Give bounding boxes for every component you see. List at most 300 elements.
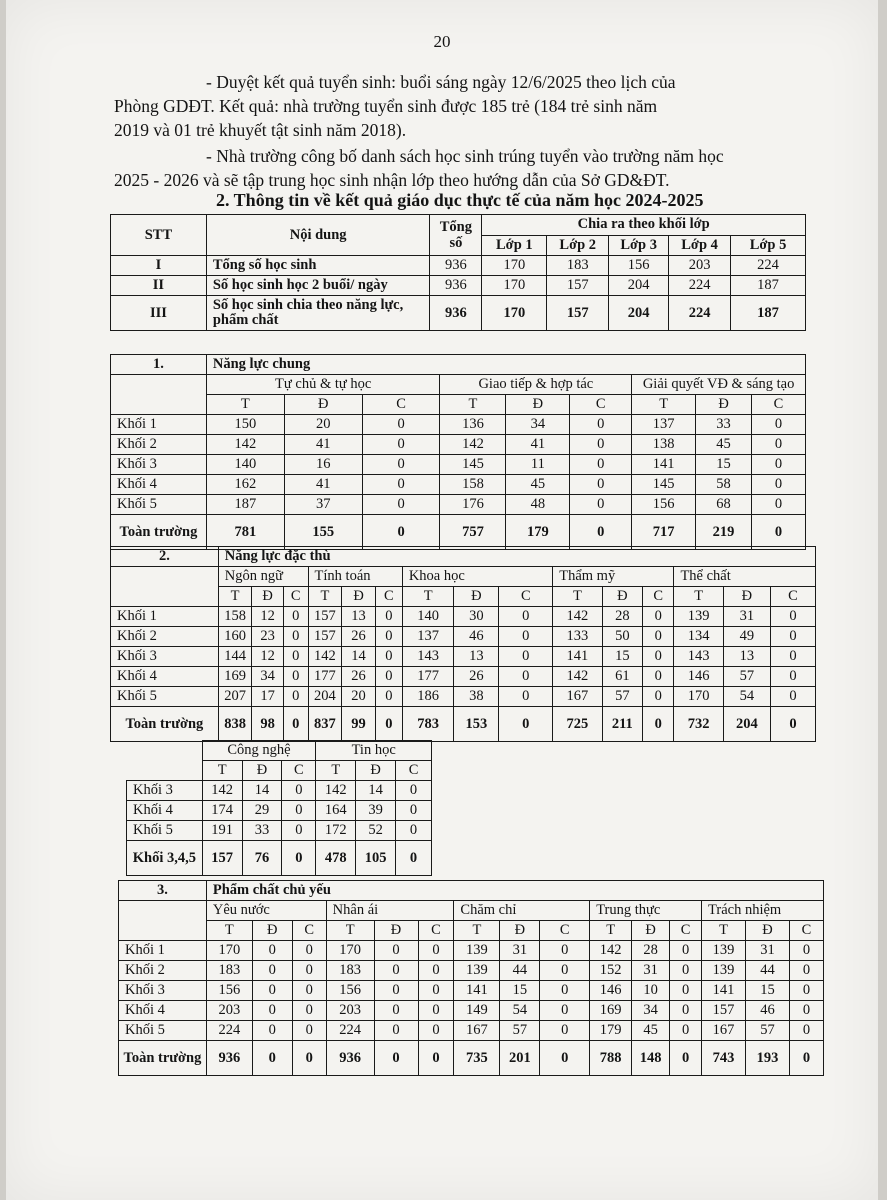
group-header: Tin học	[316, 741, 432, 761]
group-header: Công nghệ	[202, 741, 316, 761]
table-row	[111, 435, 806, 455]
header-noi-dung: Nội dung	[206, 215, 430, 256]
cell: 0	[540, 961, 590, 981]
cell: 172	[316, 821, 356, 841]
cell: 0	[283, 627, 308, 647]
cell: 30	[454, 607, 499, 627]
cell: 143	[674, 647, 723, 667]
table-row	[127, 781, 432, 801]
row-label: Khối 1	[111, 415, 207, 435]
cell: 141	[632, 455, 696, 475]
total-cell: 153	[454, 707, 499, 742]
subheader-t: T	[402, 587, 454, 607]
total-cell: 838	[218, 707, 252, 742]
total-cell: 211	[602, 707, 642, 742]
cell: 14	[342, 647, 376, 667]
row-total: 936	[430, 276, 482, 296]
cell: 170	[206, 941, 252, 961]
paragraph-line: Phòng GDĐT. Kết quả: nhà trường tuyển sinh được 185 trẻ (184 trẻ sinh năm	[114, 96, 658, 116]
cell: 186	[402, 687, 454, 707]
cell: 204	[609, 276, 669, 296]
cell: 137	[632, 415, 696, 435]
subheader-t: T	[632, 395, 696, 415]
cell: 0	[643, 667, 674, 687]
table-row	[111, 455, 806, 475]
table-row	[119, 1021, 824, 1041]
cell: 167	[454, 1021, 500, 1041]
total-cell: 179	[506, 515, 570, 550]
subheader-t: T	[206, 395, 284, 415]
cell: 0	[540, 1001, 590, 1021]
cell: 156	[609, 256, 669, 276]
cell: 0	[396, 801, 432, 821]
subheader-c: C	[540, 921, 590, 941]
total-cell: 0	[375, 707, 402, 742]
cell: 0	[283, 667, 308, 687]
cell: 57	[500, 1021, 540, 1041]
cell: 150	[206, 415, 284, 435]
cell: 12	[252, 647, 283, 667]
cell: 0	[292, 941, 326, 961]
total-cell: 193	[745, 1041, 789, 1076]
table-row	[127, 821, 432, 841]
cell: 0	[282, 801, 316, 821]
cell: 0	[570, 415, 632, 435]
table-row	[119, 941, 824, 961]
cell: 39	[356, 801, 396, 821]
cell: 0	[292, 1001, 326, 1021]
total-label: Toàn trường	[119, 1041, 207, 1076]
cell: 140	[402, 607, 454, 627]
cell: 191	[202, 821, 242, 841]
row-label: Khối 3	[111, 455, 207, 475]
cell: 34	[252, 667, 283, 687]
paragraph-admission-result	[114, 70, 782, 142]
blank-cell	[127, 741, 203, 781]
row-label: Khối 3	[111, 647, 219, 667]
total-cell: 936	[206, 1041, 252, 1076]
cell: 48	[506, 495, 570, 515]
header-stt: STT	[111, 215, 207, 256]
cell: 33	[242, 821, 282, 841]
row-label: Khối 1	[111, 607, 219, 627]
total-cell: 837	[308, 707, 342, 742]
cell: 0	[570, 495, 632, 515]
cell: 0	[643, 687, 674, 707]
cell: 0	[752, 455, 806, 475]
total-cell: 105	[356, 841, 396, 876]
table-row	[127, 801, 432, 821]
cell: 0	[770, 687, 815, 707]
total-cell: 0	[282, 841, 316, 876]
cell: 20	[284, 415, 362, 435]
core-qualities-table	[118, 880, 824, 1076]
cell: 187	[206, 495, 284, 515]
subheader-d: Đ	[242, 761, 282, 781]
cell: 0	[499, 647, 553, 667]
row-label: Khối 2	[119, 961, 207, 981]
cell: 13	[454, 647, 499, 667]
row-label: Khối 4	[111, 667, 219, 687]
cell: 152	[590, 961, 632, 981]
cell: 224	[326, 1021, 374, 1041]
cell: 15	[500, 981, 540, 1001]
row-label: Khối 2	[111, 435, 207, 455]
subheader-d: Đ	[284, 395, 362, 415]
row-total: 936	[430, 296, 482, 331]
total-row	[111, 515, 806, 550]
subheader-t: T	[590, 921, 632, 941]
cell: 156	[206, 981, 252, 1001]
total-cell: 0	[789, 1041, 823, 1076]
cell: 142	[440, 435, 506, 455]
total-label: Khối 3,4,5	[127, 841, 203, 876]
total-row	[111, 707, 816, 742]
total-cell: 0	[374, 1041, 418, 1076]
group-header: Ngôn ngữ	[218, 567, 308, 587]
table-row	[111, 415, 806, 435]
cell: 0	[252, 1001, 292, 1021]
cell: 0	[540, 1021, 590, 1041]
subheader-d: Đ	[454, 587, 499, 607]
subheader-c: C	[292, 921, 326, 941]
subheader-c: C	[375, 587, 402, 607]
cell: 142	[553, 667, 602, 687]
cell: 41	[506, 435, 570, 455]
section-title: Năng lực đặc thù	[218, 547, 815, 567]
cell: 0	[789, 1001, 823, 1021]
header-lop-2: Lớp 2	[547, 235, 609, 256]
total-cell: 0	[752, 515, 806, 550]
cell: 45	[632, 1021, 670, 1041]
cell: 0	[570, 455, 632, 475]
row-label: Khối 5	[111, 495, 207, 515]
cell: 149	[454, 1001, 500, 1021]
subheader-c: C	[499, 587, 553, 607]
cell: 0	[252, 1021, 292, 1041]
cell: 177	[308, 667, 342, 687]
subheader-c: C	[396, 761, 432, 781]
subheader-d: Đ	[252, 921, 292, 941]
cell: 203	[206, 1001, 252, 1021]
group-header: Giao tiếp & hợp tác	[440, 375, 632, 395]
cell: 224	[206, 1021, 252, 1041]
group-header: Tính toán	[308, 567, 402, 587]
header-lop-3: Lớp 3	[609, 235, 669, 256]
cell: 224	[731, 256, 806, 276]
cell: 0	[418, 1021, 454, 1041]
cell: 14	[242, 781, 282, 801]
section-number: 3.	[119, 881, 207, 901]
cell: 179	[590, 1021, 632, 1041]
cell: 23	[252, 627, 283, 647]
section-number: 1.	[111, 355, 207, 375]
table-row	[111, 647, 816, 667]
subheader-t: T	[454, 921, 500, 941]
row-label: Khối 5	[119, 1021, 207, 1041]
row-label: Khối 3	[119, 981, 207, 1001]
cell: 10	[632, 981, 670, 1001]
cell: 0	[375, 607, 402, 627]
cell: 203	[669, 256, 731, 276]
table-row	[111, 495, 806, 515]
total-cell: 98	[252, 707, 283, 742]
total-cell: 155	[284, 515, 362, 550]
cell: 37	[284, 495, 362, 515]
total-cell: 717	[632, 515, 696, 550]
row-label: Tổng số học sinh	[206, 256, 430, 276]
cell: 0	[396, 821, 432, 841]
row-label: Khối 4	[119, 1001, 207, 1021]
cell: 145	[632, 475, 696, 495]
total-cell: 204	[723, 707, 770, 742]
cell: 0	[362, 415, 440, 435]
cell: 170	[482, 256, 547, 276]
cell: 0	[670, 1021, 702, 1041]
cell: 0	[418, 981, 454, 1001]
cell: 46	[454, 627, 499, 647]
cell: 167	[553, 687, 602, 707]
total-cell: 0	[499, 707, 553, 742]
paragraph-admission-list	[114, 144, 782, 192]
cell: 0	[252, 981, 292, 1001]
cell: 38	[454, 687, 499, 707]
cell: 0	[752, 435, 806, 455]
cell: 0	[670, 961, 702, 981]
cell: 0	[418, 941, 454, 961]
cell: 0	[643, 647, 674, 667]
total-cell: 478	[316, 841, 356, 876]
cell: 204	[609, 296, 669, 331]
cell: 0	[374, 1001, 418, 1021]
subheader-t: T	[316, 761, 356, 781]
cell: 44	[745, 961, 789, 981]
row-stt: I	[111, 256, 207, 276]
group-header: Trung thực	[590, 901, 702, 921]
cell: 31	[500, 941, 540, 961]
cell: 139	[454, 961, 500, 981]
group-header: Chăm chỉ	[454, 901, 590, 921]
general-competence-table	[110, 354, 806, 550]
cell: 13	[723, 647, 770, 667]
cell: 49	[723, 627, 770, 647]
subheader-d: Đ	[500, 921, 540, 941]
cell: 26	[342, 627, 376, 647]
group-header: Nhân ái	[326, 901, 454, 921]
total-cell: 99	[342, 707, 376, 742]
cell: 28	[602, 607, 642, 627]
cell: 169	[218, 667, 252, 687]
cell: 0	[499, 667, 553, 687]
cell: 0	[374, 1021, 418, 1041]
table-row	[111, 475, 806, 495]
cell: 0	[670, 1001, 702, 1021]
cell: 0	[789, 981, 823, 1001]
row-label: Khối 4	[127, 801, 203, 821]
cell: 207	[218, 687, 252, 707]
total-row	[127, 841, 432, 876]
cell: 58	[696, 475, 752, 495]
total-cell: 0	[283, 707, 308, 742]
cell: 141	[454, 981, 500, 1001]
total-row	[119, 1041, 824, 1076]
subheader-c: C	[752, 395, 806, 415]
cell: 157	[308, 607, 342, 627]
subheader-c: C	[418, 921, 454, 941]
paragraph-line: - Nhà trường công bố danh sách học sinh trúng tuyển vào trường năm học	[206, 146, 724, 166]
cell: 0	[362, 495, 440, 515]
cell: 187	[731, 276, 806, 296]
total-cell: 76	[242, 841, 282, 876]
blank-cell	[111, 375, 207, 415]
specific-competence-table	[110, 546, 816, 742]
cell: 0	[752, 475, 806, 495]
cell: 187	[731, 296, 806, 331]
cell: 0	[282, 781, 316, 801]
total-cell: 0	[643, 707, 674, 742]
total-cell: 201	[500, 1041, 540, 1076]
total-cell: 788	[590, 1041, 632, 1076]
cell: 142	[206, 435, 284, 455]
total-cell: 0	[570, 515, 632, 550]
subheader-c: C	[643, 587, 674, 607]
cell: 34	[506, 415, 570, 435]
cell: 15	[745, 981, 789, 1001]
cell: 0	[375, 627, 402, 647]
cell: 157	[547, 276, 609, 296]
cell: 0	[282, 821, 316, 841]
cell: 26	[454, 667, 499, 687]
cell: 137	[402, 627, 454, 647]
cell: 0	[499, 627, 553, 647]
table-row	[111, 627, 816, 647]
total-cell: 936	[326, 1041, 374, 1076]
cell: 50	[602, 627, 642, 647]
cell: 177	[402, 667, 454, 687]
cell: 17	[252, 687, 283, 707]
cell: 0	[570, 435, 632, 455]
cell: 146	[590, 981, 632, 1001]
cell: 0	[374, 981, 418, 1001]
cell: 157	[308, 627, 342, 647]
table-row	[119, 1001, 824, 1021]
row-label: Khối 1	[119, 941, 207, 961]
table-row	[111, 296, 806, 331]
subheader-c: C	[282, 761, 316, 781]
section-heading: 2. Thông tin về kết quả giáo dục thực tế của năm học 2024-2025	[216, 190, 704, 210]
cell: 0	[374, 941, 418, 961]
subheader-d: Đ	[723, 587, 770, 607]
cell: 20	[342, 687, 376, 707]
cell: 54	[723, 687, 770, 707]
cell: 0	[292, 1021, 326, 1041]
tech-it-table	[126, 740, 432, 876]
total-cell: 0	[770, 707, 815, 742]
subheader-c: C	[283, 587, 308, 607]
cell: 183	[547, 256, 609, 276]
header-tong-so: Tổng số	[430, 215, 482, 256]
row-label: Khối 4	[111, 475, 207, 495]
cell: 145	[440, 455, 506, 475]
header-lop-1: Lớp 1	[482, 235, 547, 256]
cell: 157	[702, 1001, 746, 1021]
row-stt: II	[111, 276, 207, 296]
cell: 224	[669, 276, 731, 296]
subheader-c: C	[670, 921, 702, 941]
row-label: Khối 5	[111, 687, 219, 707]
group-header: Khoa học	[402, 567, 552, 587]
total-cell: 783	[402, 707, 454, 742]
header-lop-5: Lớp 5	[731, 235, 806, 256]
section-number: 2.	[111, 547, 219, 567]
total-cell: 148	[632, 1041, 670, 1076]
cell: 0	[375, 687, 402, 707]
group-header: Tự chủ & tự học	[206, 375, 440, 395]
cell: 0	[252, 941, 292, 961]
subheader-t: T	[206, 921, 252, 941]
blank-cell	[119, 901, 207, 941]
section-title: Năng lực chung	[206, 355, 805, 375]
cell: 0	[362, 475, 440, 495]
table-row	[119, 961, 824, 981]
cell: 0	[789, 941, 823, 961]
cell: 57	[723, 667, 770, 687]
cell: 170	[482, 276, 547, 296]
cell: 183	[326, 961, 374, 981]
cell: 45	[696, 435, 752, 455]
subheader-t: T	[218, 587, 252, 607]
cell: 28	[632, 941, 670, 961]
total-label: Toàn trường	[111, 515, 207, 550]
cell: 0	[670, 981, 702, 1001]
cell: 44	[500, 961, 540, 981]
total-cell: 157	[202, 841, 242, 876]
group-header: Giải quyết VĐ & sáng tạo	[632, 375, 806, 395]
cell: 15	[696, 455, 752, 475]
cell: 164	[316, 801, 356, 821]
cell: 224	[669, 296, 731, 331]
cell: 146	[674, 667, 723, 687]
row-label: Khối 2	[111, 627, 219, 647]
cell: 169	[590, 1001, 632, 1021]
total-cell: 219	[696, 515, 752, 550]
cell: 31	[723, 607, 770, 627]
cell: 16	[284, 455, 362, 475]
group-header: Trách nhiệm	[702, 901, 824, 921]
page-number: 20	[433, 32, 451, 51]
cell: 0	[375, 647, 402, 667]
cell: 142	[316, 781, 356, 801]
cell: 142	[308, 647, 342, 667]
cell: 170	[674, 687, 723, 707]
cell: 57	[745, 1021, 789, 1041]
cell: 160	[218, 627, 252, 647]
cell: 68	[696, 495, 752, 515]
header-lop-4: Lớp 4	[669, 235, 731, 256]
cell: 158	[440, 475, 506, 495]
subheader-d: Đ	[696, 395, 752, 415]
cell: 143	[402, 647, 454, 667]
cell: 41	[284, 435, 362, 455]
cell: 133	[553, 627, 602, 647]
total-cell: 0	[670, 1041, 702, 1076]
cell: 31	[632, 961, 670, 981]
cell: 0	[499, 687, 553, 707]
cell: 33	[696, 415, 752, 435]
subheader-t: T	[308, 587, 342, 607]
cell: 0	[292, 981, 326, 1001]
cell: 170	[482, 296, 547, 331]
